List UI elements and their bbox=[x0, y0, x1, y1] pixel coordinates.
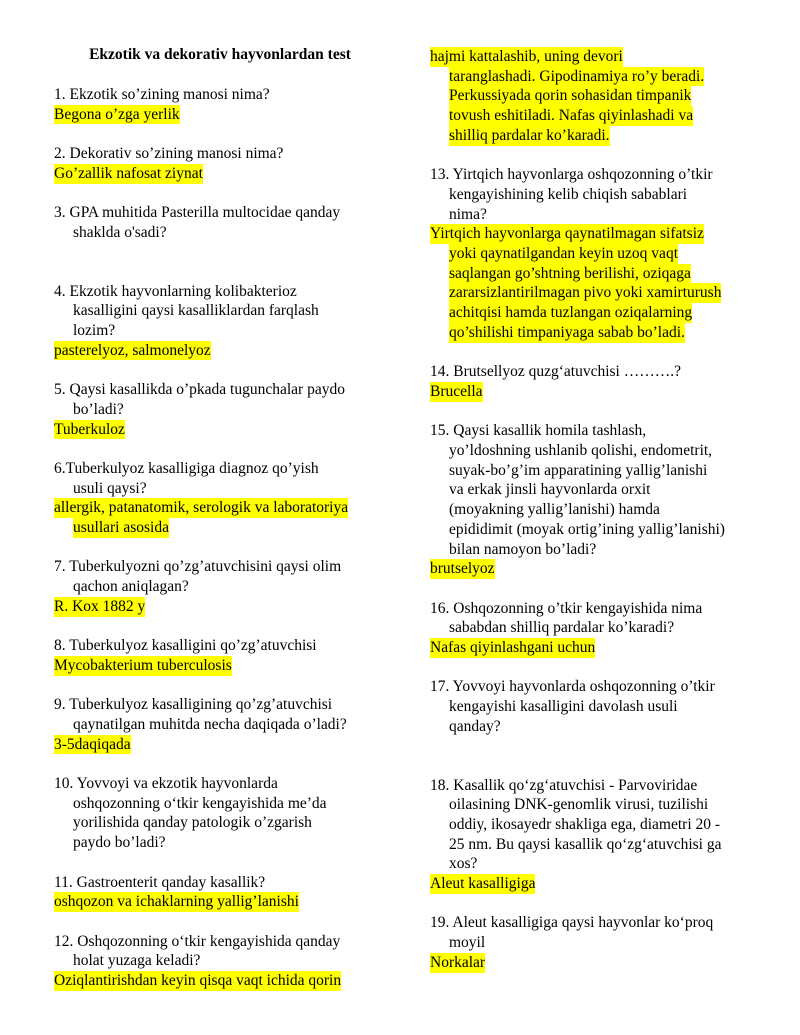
answer-line: yoki qaynatilgandan keyin uzoq vaqt bbox=[449, 245, 678, 263]
answer-block bbox=[54, 597, 386, 617]
question-block bbox=[54, 774, 386, 853]
answer-block bbox=[54, 341, 386, 361]
question-line: 1. Ekzotik so’zining manosi nima? bbox=[54, 86, 270, 103]
question-line: kasalligini qaysi kasalliklardan farqlash bbox=[73, 302, 319, 320]
answer-line: Norkalar bbox=[430, 953, 486, 971]
question-line: 14. Brutsellyoz quzg‘atuvchisi ……….? bbox=[430, 363, 681, 381]
question-line: lozim? bbox=[73, 322, 116, 339]
question-line: epididimit (moyak ortig’ining yallig’lanishi) bbox=[449, 520, 725, 538]
question-line: bilan namoyon bo’ladi? bbox=[449, 540, 597, 558]
question-block bbox=[430, 362, 758, 382]
answer-line: qo’shilishi timpaniyaga sabab bo’ladi. bbox=[449, 323, 685, 341]
answer-line: zararsizlantirilmagan pivo yoki xamirturush bbox=[449, 284, 722, 302]
answer-line: Aleut kasalligiga bbox=[430, 875, 536, 893]
question-line: 13. Yirtqich hayvonlarga oshqozonning o’tkir bbox=[430, 166, 713, 184]
question-line: 12. Oshqozonning o‘tkir kengayishida qanday bbox=[54, 932, 341, 950]
answer-line: Go’zallik nafosat ziynat bbox=[54, 164, 203, 182]
question-line: va erkak jinsli hayvonlarda orxit bbox=[449, 481, 651, 499]
question-line: 7. Tuberkulyozni qo’zg’atuvchisini qaysi olim bbox=[54, 558, 342, 576]
answer-block bbox=[430, 224, 758, 342]
answer-block bbox=[54, 105, 386, 125]
question-line: 4. Ekzotik hayvonlarning kolibakterioz bbox=[54, 282, 297, 300]
question-block bbox=[54, 380, 386, 419]
question-line: holat yuzaga keladi? bbox=[73, 952, 201, 970]
question-block bbox=[54, 873, 386, 893]
answer-line: achitqisi hamda tuzlangan oziqalarning bbox=[449, 304, 693, 322]
question-line: 9. Tuberkulyoz kasalligining qo’zg’atuvchisi bbox=[54, 696, 333, 714]
question-block bbox=[430, 165, 758, 224]
question-line: usuli qaysi? bbox=[73, 479, 147, 497]
question-line: bo’ladi? bbox=[73, 400, 124, 418]
answer-line: saqlangan go’shtning berilishi, oziqaga bbox=[449, 264, 691, 282]
question-line: shaklda o'sadi? bbox=[73, 223, 167, 241]
question-line: 15. Qaysi kasallik homila tashlash, bbox=[430, 422, 647, 440]
question-line: 17. Yovvoyi hayvonlarda oshqozonning o’tkir bbox=[430, 678, 715, 696]
question-block bbox=[54, 85, 386, 105]
question-block bbox=[54, 144, 386, 164]
question-block bbox=[54, 557, 386, 596]
answer-line: 3-5daqiqada bbox=[54, 735, 131, 753]
question-line: 8. Tuberkulyoz kasalligini qo’zg’atuvchisi bbox=[54, 637, 317, 655]
question-block bbox=[430, 776, 758, 875]
answer-block bbox=[54, 971, 386, 991]
question-block bbox=[430, 599, 758, 638]
answer-line: Mycobakterium tuberculosis bbox=[54, 656, 232, 674]
answer-line: shilliq pardalar ko’karadi. bbox=[449, 126, 610, 144]
question-line: 11. Gastroenterit qanday kasallik? bbox=[54, 873, 266, 891]
question-line: (moyakning yallig’lanishi) hamda bbox=[449, 501, 660, 519]
answer-block bbox=[430, 382, 758, 402]
answer-block bbox=[54, 735, 386, 755]
answer-line: oshqozon va ichaklarning yallig’lanishi bbox=[54, 893, 299, 911]
answer-line: usullari asosida bbox=[73, 519, 169, 536]
question-block bbox=[54, 932, 386, 971]
answer-block bbox=[54, 498, 386, 537]
question-line: 3. GPA muhitida Pasterilla multocidae qanday bbox=[54, 204, 341, 222]
answer-block bbox=[54, 164, 386, 184]
answer-block bbox=[430, 638, 758, 658]
answer-line: Perkussiyada qorin sohasidan timpanik bbox=[449, 87, 692, 105]
question-line: 5. Qaysi kasallikda o’pkada tugunchalar paydo bbox=[54, 381, 345, 399]
answer-block bbox=[54, 892, 386, 912]
question-line: 18. Kasallik qo‘zg‘atuvchisi - Parvoviridae bbox=[430, 776, 698, 794]
question-line: qanday? bbox=[449, 717, 501, 735]
question-line: sababdan shilliq pardalar ko’karadi? bbox=[449, 619, 675, 637]
answer-line: Tuberkuloz bbox=[54, 420, 125, 438]
question-line: oddiy, ikosayedr shakliga ega, diametri 20 - bbox=[449, 815, 721, 833]
answer-block bbox=[54, 420, 386, 440]
question-line: xos? bbox=[449, 855, 478, 873]
answer-block bbox=[430, 953, 758, 973]
answer-line: Yirtqich hayvonlarga qaynatilmagan sifatsiz bbox=[430, 225, 704, 243]
question-line: kengayishining kelib chiqish sabablari bbox=[449, 185, 688, 203]
answer-line: Begona o’zga yerlik bbox=[54, 105, 180, 123]
answer-block bbox=[430, 559, 758, 579]
question-line: yorilishida qanday patologik o’zgarish bbox=[73, 814, 312, 832]
question-line: 19. Aleut kasalligiga qaysi hayvonlar ko‘proq bbox=[430, 914, 714, 932]
answer-line: Oziqlantirishdan keyin qisqa vaqt ichida qorin bbox=[54, 972, 342, 990]
answer-line: taranglashadi. Gipodinamiya ro’y beradi. bbox=[449, 67, 705, 85]
question-line: qaynatilgan muhitda necha daqiqada o’ladi? bbox=[73, 715, 347, 733]
question-block bbox=[54, 636, 386, 656]
left-column bbox=[54, 45, 386, 991]
question-line: qachon aniqlagan? bbox=[73, 578, 189, 596]
answer-line: Nafas qiyinlashgani uchun bbox=[430, 639, 596, 657]
question-block bbox=[54, 203, 386, 242]
answer-line: R. Kox 1882 y bbox=[54, 597, 146, 615]
question-block bbox=[430, 677, 758, 736]
answer-line: tovush eshitiladi. Nafas qiyinlashadi va bbox=[449, 107, 694, 125]
question-line: 10. Yovvoyi va ekzotik hayvonlarda bbox=[54, 775, 278, 793]
answer-line: hajmi kattalashib, uning devori bbox=[430, 48, 623, 65]
question-line: 2. Dekorativ so’zining manosi nima? bbox=[54, 145, 284, 163]
answer-block bbox=[54, 656, 386, 676]
question-line: oshqozonning o‘tkir kengayishida me’da bbox=[73, 794, 327, 812]
answer-block bbox=[430, 874, 758, 894]
question-block bbox=[430, 913, 758, 952]
document-title: Ekzotik va dekorativ hayvonlardan test bbox=[89, 46, 351, 63]
question-block bbox=[430, 421, 758, 559]
question-line: suyak-bo’g’im apparatining yallig’lanishi bbox=[449, 461, 708, 479]
question-line: paydo bo’ladi? bbox=[73, 834, 166, 852]
answer-line: Brucella bbox=[430, 382, 483, 400]
question-line: kengayishi kasalligini davolash usuli bbox=[449, 698, 678, 716]
question-line: moyil bbox=[449, 934, 486, 952]
answer-line: pasterelyoz, salmonelyoz bbox=[54, 341, 211, 359]
question-line: yo’ldoshning ushlanib qolishi, endometrit, bbox=[449, 442, 713, 460]
question-line: 16. Oshqozonning o’tkir kengayishida nima bbox=[430, 599, 703, 617]
question-line: oilasining DNK-genomlik virusi, tuzilishi bbox=[449, 796, 709, 814]
question-line: 25 nm. Bu qaysi kasallik qo‘zg‘atuvchisi ga bbox=[449, 835, 722, 853]
answer-line: brutselyoz bbox=[430, 560, 495, 578]
answer-line: allergik, patanatomik, serologik va laboratoriya bbox=[54, 499, 349, 517]
question-block bbox=[54, 459, 386, 498]
question-block bbox=[54, 282, 386, 341]
question-line: nima? bbox=[449, 205, 487, 223]
question-line: 6.Tuberkulyoz kasalligiga diagnoz qo’yish bbox=[54, 459, 319, 477]
question-block bbox=[54, 695, 386, 734]
answer-block bbox=[430, 47, 758, 146]
right-column bbox=[430, 47, 758, 973]
